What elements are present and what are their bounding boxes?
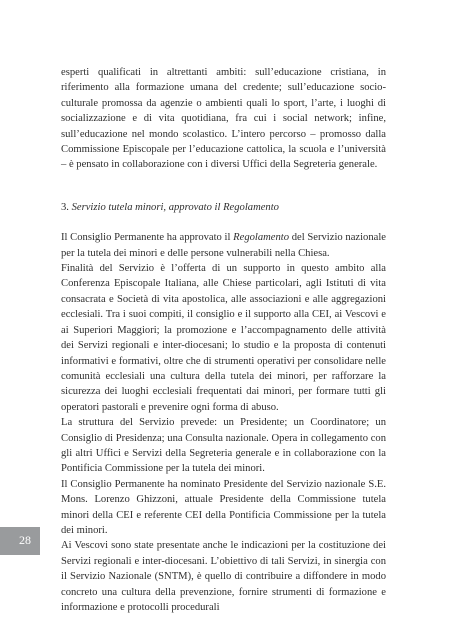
page-number-tab [0, 527, 40, 555]
heading-spacer [61, 215, 386, 230]
section-spacer [61, 173, 386, 200]
section-number: 3. [61, 201, 69, 213]
page-number: 28 [19, 533, 31, 547]
section-heading [61, 200, 386, 215]
paragraph-structure: La struttura del Servizio prevede: un Presidente; un Coordinatore; un Consiglio di Presidenza; una Consulta nazionale. Opera in collegamento con gli altri Uffici e Servizi della Segreteria generale e in collaborazione con la Pontificia Commissione per la tutela dei minori. [61, 417, 386, 475]
paragraph-appointment: Il Consiglio Permanente ha nominato Presidente del Servizio nazionale S.E. Mons. Lorenzo Ghizzoni, attuale Presidente della Commissione tutela minori della CEI e referente CEI della Pontificia Commissione per la tutela dei minori. [61, 478, 386, 536]
paragraph-purpose: Finalità del Servizio è l’offerta di un supporto in questo ambito alla Conferenza Episcopale Italiana, alle Chiese particolari, agli Istituti di vita consacrata e Società di vita apostolica, alle associazioni e alle aggregazioni ecclesiali. Tra i suoi compiti, il consiglio e il supporto alla CEI, ai Vescovi e ai Superiori Maggiori; la promozione e l’accompagnamento delle attività dei Servizi regionali e inter-diocesani; lo studio e la proposta di contenuti informativi e formativi, oltre che di strumenti operativi per consolidare nelle comunità ecclesiali una cultura della tutela dei minori, per rafforzare la sicurezza dei luoghi ecclesiali frequentati dai minori, per formare tutti gli operatori pastorali e prevenire ogni forma di abuso. [61, 263, 386, 413]
page-body [61, 65, 386, 615]
section-title: Servizio tutela minori, approvato il Regolamento [71, 201, 279, 213]
paragraph-continued: esperti qualificati in altrettanti ambiti: sull’educazione cristiana, in riferimento alla formazione umana del credente; sull’educazione socio-culturale promossa da agenzie o ambienti quali lo sport, l’arte, i luoghi di socializzazione e di vita quotidiana, fra cui i social network; infine, sull’educazione nel mondo scolastico. L’intero percorso – promosso dalla Commissione Episcopale per l’educazione cattolica, la scuola e l’università – è pensato in collaborazione con i diversi Uffici della Segreteria generale. [61, 67, 386, 171]
paragraph-approval: Il Consiglio Permanente ha approvato il Regolamento del Servizio nazionale per la tutela dei minori e delle persone vulnerabili nella Chiesa. [61, 232, 386, 259]
paragraph-regional-services: Ai Vescovi sono state presentate anche le indicazioni per la costituzione dei Servizi regionali e inter-diocesani. L’obiettivo di tali Servizi, in sinergia con il Servizio Nazionale (SNTM), è quello di contribuire a diffondere in modo concreto una cultura della prevenzione, fornire strumenti di formazione e informazione e protocolli procedurali [61, 540, 386, 613]
regolamento-italic: Regolamento [233, 232, 290, 244]
